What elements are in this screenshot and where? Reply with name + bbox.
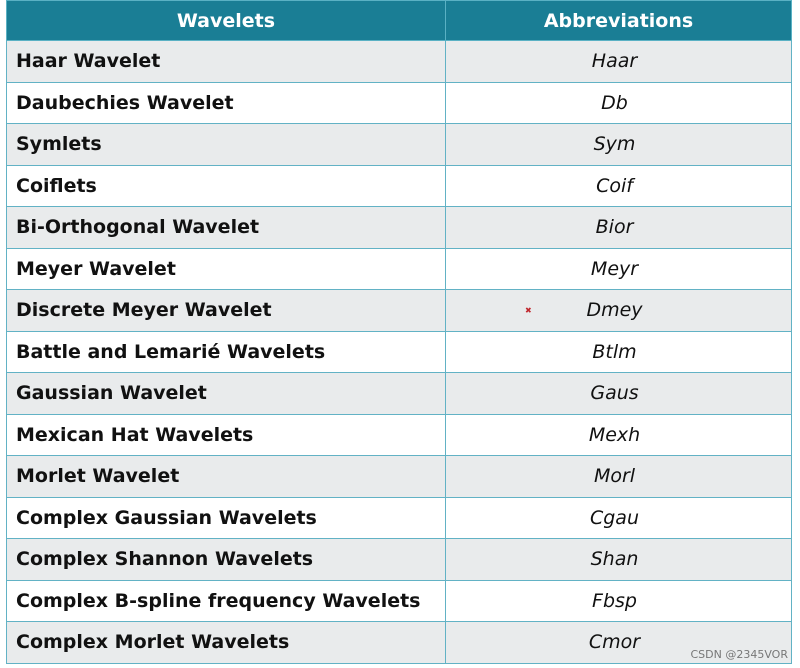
table-row	[7, 82, 792, 124]
wavelet-name: Complex Gaussian Wavelets	[7, 497, 446, 539]
table-row	[7, 248, 792, 290]
wavelet-abbreviation: Gaus	[446, 373, 792, 415]
table-row	[7, 414, 792, 456]
table-row	[7, 124, 792, 166]
abbreviation-text: Dmey	[586, 299, 643, 322]
wavelet-abbreviation: Shan	[446, 539, 792, 581]
wavelet-name: Meyer Wavelet	[7, 248, 446, 290]
header-wavelets: Wavelets	[7, 1, 446, 41]
table-row	[7, 290, 792, 332]
wavelet-abbreviation: Coif	[446, 165, 792, 207]
wavelet-name: Complex Morlet Wavelets	[7, 622, 446, 664]
table-row	[7, 456, 792, 498]
header-row	[7, 1, 792, 41]
wavelet-abbreviation: Haar	[446, 41, 792, 83]
wavelet-table	[6, 0, 792, 664]
wavelet-abbreviation: Cmor	[446, 622, 792, 664]
wavelet-name: Complex Shannon Wavelets	[7, 539, 446, 581]
wavelet-abbreviation: Fbsp	[446, 580, 792, 622]
header-abbreviations: Abbreviations	[446, 1, 792, 41]
wavelet-name: Symlets	[7, 124, 446, 166]
wavelet-abbreviation: Cgau	[446, 497, 792, 539]
table-row	[7, 539, 792, 581]
table-row	[7, 207, 792, 249]
wavelet-name: Battle and Lemarié Wavelets	[7, 331, 446, 373]
wavelet-abbreviation: Sym	[446, 124, 792, 166]
table-row	[7, 41, 792, 83]
wavelet-abbreviation: Bior	[446, 207, 792, 249]
wavelet-name: Mexican Hat Wavelets	[7, 414, 446, 456]
wavelet-abbreviation: Meyr	[446, 248, 792, 290]
table-row	[7, 373, 792, 415]
wavelet-abbreviation: Btlm	[446, 331, 792, 373]
table-row	[7, 165, 792, 207]
wavelet-abbreviation: Morl	[446, 456, 792, 498]
wavelet-name: Complex B-spline frequency Wavelets	[7, 580, 446, 622]
wavelet-name: Morlet Wavelet	[7, 456, 446, 498]
table-header	[7, 1, 792, 41]
wavelet-name: Daubechies Wavelet	[7, 82, 446, 124]
table-row	[7, 497, 792, 539]
broken-image-icon: ✖	[525, 306, 532, 316]
table-body	[7, 41, 792, 664]
wavelet-name: Discrete Meyer Wavelet	[7, 290, 446, 332]
wavelet-name: Coiflets	[7, 165, 446, 207]
wavelet-name: Bi-Orthogonal Wavelet	[7, 207, 446, 249]
wavelet-abbreviation: Mexh	[446, 414, 792, 456]
wavelet-abbreviation	[446, 290, 792, 332]
wavelet-abbreviation: Db	[446, 82, 792, 124]
watermark: CSDN @2345VOR	[690, 648, 788, 661]
table-row	[7, 331, 792, 373]
wavelet-name: Haar Wavelet	[7, 41, 446, 83]
wavelet-name: Gaussian Wavelet	[7, 373, 446, 415]
table-row	[7, 622, 792, 664]
table-row	[7, 580, 792, 622]
